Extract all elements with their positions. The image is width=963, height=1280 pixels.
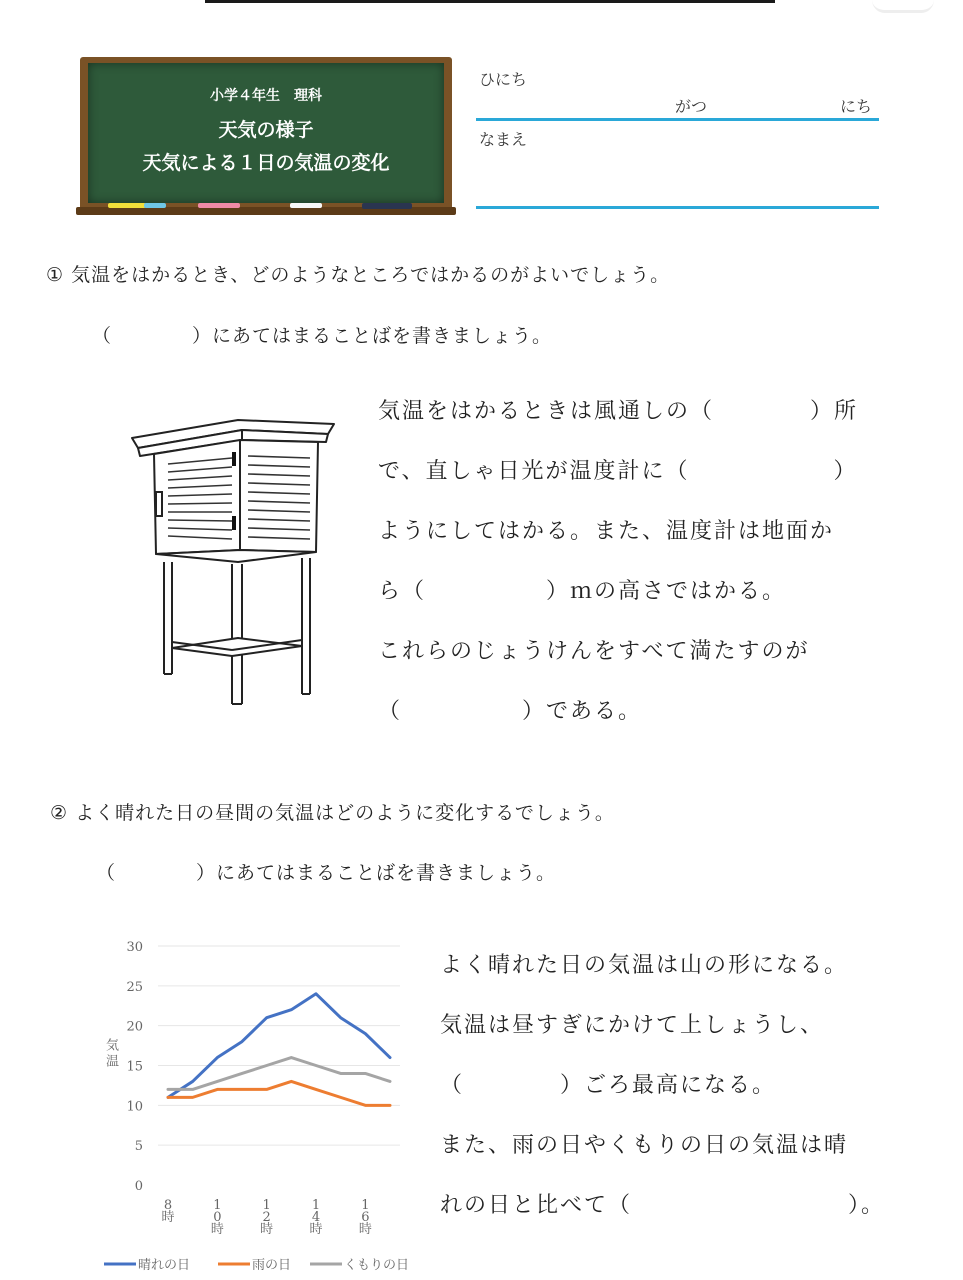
x-tick-label: 1 4 時	[309, 1198, 323, 1237]
temperature-line-chart	[90, 930, 430, 1275]
question-1: ① 気温をはかるとき、どのようなところではかるのがよいでしょう。	[46, 264, 671, 286]
name-line[interactable]	[476, 206, 879, 209]
grade-subject: 小学４年生 理科	[210, 88, 322, 104]
x-tick-label: 8 時	[161, 1198, 175, 1225]
q1-line-4: ら（ ）ｍの高さではかる。	[378, 579, 787, 604]
day-label: にち	[840, 97, 873, 116]
chalk-white	[290, 203, 322, 208]
q2-line-2: 気温は昼すぎにかけて上しょうし、	[440, 1013, 825, 1038]
legend-label-2: くもりの日	[344, 1258, 410, 1273]
series-line-0	[168, 994, 390, 1098]
chalk-yellow	[108, 203, 146, 208]
q1-line-2: で、直しゃ日光が温度計に（ ）	[378, 459, 858, 484]
chalkboard	[88, 63, 444, 203]
question-1-instruction: （ ）にあてはまることばを書きましょう。	[92, 325, 553, 347]
x-tick-label: 1 0 時	[210, 1198, 224, 1237]
q1-line-1: 気温をはかるときは風通しの（ ）所	[378, 399, 859, 424]
question-2: ② よく晴れた日の昼間の気温はどのように変化するでしょう。	[50, 802, 615, 824]
x-tick-label: 1 2 時	[260, 1198, 274, 1237]
q2-line-3: （ ）ごろ最高になる。	[440, 1073, 777, 1098]
chalk-blue	[144, 203, 166, 208]
y-tick-label: 10	[126, 1099, 143, 1115]
y-tick-label: 30	[126, 940, 143, 955]
question-2-instruction: （ ）にあてはまることばを書きましょう。	[96, 862, 557, 884]
x-tick-label: 1 6 時	[358, 1198, 372, 1237]
y-axis-label: 気温	[106, 1038, 120, 1070]
legend-label-0: 晴れの日	[138, 1258, 191, 1273]
series-line-1	[168, 1081, 390, 1105]
name-label: なまえ	[479, 130, 528, 149]
y-tick-label: 15	[126, 1059, 143, 1075]
y-tick-label: 0	[134, 1179, 143, 1194]
topic-title: 天気の様子	[218, 119, 314, 141]
y-tick-label: 5	[134, 1139, 143, 1155]
q1-line-3: ようにしてはかる。また、温度計は地面か	[378, 519, 835, 544]
instrument-shelter-illustration	[128, 412, 338, 712]
q2-line-4: また、雨の日やくもりの日の気温は晴	[440, 1133, 849, 1158]
q1-line-6: （ ）である。	[378, 699, 643, 724]
q2-line-5: れの日と比べて（ ）。	[440, 1193, 886, 1218]
legend-label-1: 雨の日	[252, 1258, 292, 1273]
q1-line-5: これらのじょうけんをすべて満たすのが	[378, 639, 810, 664]
top-edge-bar	[205, 0, 775, 3]
chalk-pink	[198, 203, 240, 208]
month-label: がつ	[675, 97, 708, 116]
y-tick-label: 20	[126, 1019, 143, 1035]
eraser	[362, 203, 412, 209]
worksheet-subtitle: 天気による１日の気温の変化	[142, 152, 390, 174]
corner-mark	[872, 0, 934, 13]
date-line[interactable]	[476, 118, 879, 121]
q2-line-1: よく晴れた日の気温は山の形になる。	[440, 953, 849, 978]
date-label: ひにち	[479, 70, 528, 89]
y-tick-label: 25	[126, 979, 143, 995]
